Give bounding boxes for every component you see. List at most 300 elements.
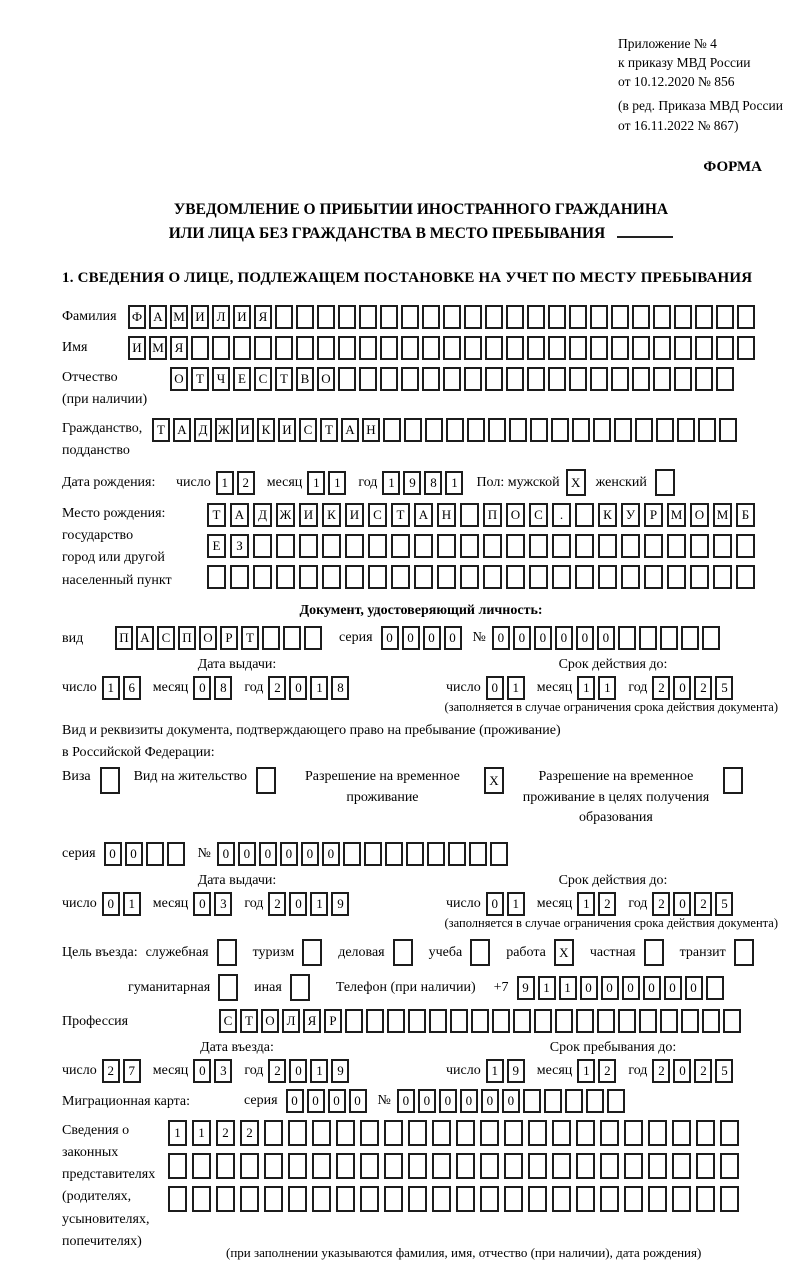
char-cell[interactable]: 0 <box>622 976 640 1000</box>
char-cell[interactable] <box>702 1009 720 1033</box>
char-cell[interactable]: 2 <box>240 1120 259 1146</box>
char-cell[interactable]: 1 <box>598 676 616 700</box>
char-cell[interactable] <box>639 626 657 650</box>
char-cell[interactable] <box>404 418 422 442</box>
char-cell[interactable] <box>737 305 755 329</box>
purpose-study-checkbox[interactable] <box>470 939 490 966</box>
char-cell[interactable]: 0 <box>280 842 298 866</box>
char-cell[interactable]: С <box>299 418 317 442</box>
char-cell[interactable] <box>552 1120 571 1146</box>
char-cell[interactable]: 1 <box>307 471 325 495</box>
char-cell[interactable] <box>653 367 671 391</box>
char-cell[interactable] <box>575 503 594 527</box>
char-cell[interactable] <box>528 1153 547 1179</box>
char-cell[interactable] <box>167 842 185 866</box>
char-cell[interactable]: 0 <box>259 842 277 866</box>
char-cell[interactable]: 0 <box>289 892 307 916</box>
char-cell[interactable]: 8 <box>331 676 349 700</box>
char-cell[interactable] <box>600 1186 619 1212</box>
char-cell[interactable] <box>656 418 674 442</box>
char-cell[interactable] <box>600 1153 619 1179</box>
char-cell[interactable]: 0 <box>576 626 594 650</box>
char-cell[interactable] <box>464 336 482 360</box>
char-cell[interactable]: 9 <box>403 471 421 495</box>
char-cell[interactable] <box>653 305 671 329</box>
char-cell[interactable]: 0 <box>125 842 143 866</box>
char-cell[interactable] <box>401 336 419 360</box>
char-cell[interactable] <box>240 1186 259 1212</box>
char-cell[interactable] <box>483 565 502 589</box>
char-cell[interactable] <box>233 336 251 360</box>
char-cell[interactable]: О <box>690 503 709 527</box>
char-cell[interactable] <box>569 367 587 391</box>
char-cell[interactable] <box>317 336 335 360</box>
char-cell[interactable] <box>648 1186 667 1212</box>
char-cell[interactable] <box>230 565 249 589</box>
char-cell[interactable]: 1 <box>486 1059 504 1083</box>
char-cell[interactable]: В <box>296 367 314 391</box>
purpose-tourism-checkbox[interactable] <box>302 939 322 966</box>
char-cell[interactable]: 0 <box>486 892 504 916</box>
char-cell[interactable] <box>464 305 482 329</box>
char-cell[interactable] <box>368 565 387 589</box>
char-cell[interactable] <box>443 336 461 360</box>
char-cell[interactable] <box>618 626 636 650</box>
char-cell[interactable]: 1 <box>538 976 556 1000</box>
char-cell[interactable]: О <box>261 1009 279 1033</box>
char-cell[interactable] <box>569 305 587 329</box>
char-cell[interactable]: 0 <box>492 626 510 650</box>
char-cell[interactable]: М <box>170 305 188 329</box>
char-cell[interactable] <box>312 1186 331 1212</box>
char-cell[interactable] <box>706 976 724 1000</box>
char-cell[interactable]: И <box>233 305 251 329</box>
char-cell[interactable] <box>288 1120 307 1146</box>
char-cell[interactable] <box>338 305 356 329</box>
char-cell[interactable]: 0 <box>322 842 340 866</box>
char-cell[interactable] <box>276 565 295 589</box>
char-cell[interactable] <box>621 565 640 589</box>
char-cell[interactable]: 3 <box>214 1059 232 1083</box>
char-cell[interactable] <box>360 1153 379 1179</box>
char-cell[interactable] <box>299 534 318 558</box>
char-cell[interactable]: И <box>191 305 209 329</box>
char-cell[interactable]: 2 <box>598 1059 616 1083</box>
char-cell[interactable] <box>639 1009 657 1033</box>
char-cell[interactable]: Ф <box>128 305 146 329</box>
char-cell[interactable] <box>480 1120 499 1146</box>
char-cell[interactable] <box>695 305 713 329</box>
char-cell[interactable] <box>456 1186 475 1212</box>
char-cell[interactable]: 0 <box>193 676 211 700</box>
char-cell[interactable]: 1 <box>310 892 328 916</box>
char-cell[interactable] <box>427 842 445 866</box>
char-cell[interactable] <box>240 1153 259 1179</box>
char-cell[interactable] <box>702 626 720 650</box>
char-cell[interactable]: 1 <box>577 1059 595 1083</box>
char-cell[interactable]: 1 <box>216 471 234 495</box>
char-cell[interactable]: Р <box>324 1009 342 1033</box>
char-cell[interactable]: Я <box>303 1009 321 1033</box>
char-cell[interactable]: С <box>157 626 175 650</box>
char-cell[interactable] <box>506 534 525 558</box>
char-cell[interactable] <box>713 534 732 558</box>
char-cell[interactable] <box>304 626 322 650</box>
char-cell[interactable] <box>359 336 377 360</box>
char-cell[interactable] <box>667 534 686 558</box>
char-cell[interactable] <box>288 1186 307 1212</box>
char-cell[interactable] <box>548 336 566 360</box>
char-cell[interactable] <box>345 534 364 558</box>
char-cell[interactable]: 0 <box>193 892 211 916</box>
char-cell[interactable] <box>391 565 410 589</box>
char-cell[interactable]: 0 <box>601 976 619 1000</box>
char-cell[interactable] <box>192 1153 211 1179</box>
char-cell[interactable]: 0 <box>301 842 319 866</box>
char-cell[interactable] <box>632 367 650 391</box>
char-cell[interactable]: 1 <box>507 676 525 700</box>
char-cell[interactable] <box>667 565 686 589</box>
char-cell[interactable] <box>299 565 318 589</box>
residence-permit-checkbox[interactable] <box>256 767 276 794</box>
char-cell[interactable] <box>529 534 548 558</box>
char-cell[interactable] <box>312 1120 331 1146</box>
char-cell[interactable]: П <box>115 626 133 650</box>
char-cell[interactable]: 0 <box>643 976 661 1000</box>
char-cell[interactable]: А <box>149 305 167 329</box>
char-cell[interactable] <box>467 418 485 442</box>
char-cell[interactable]: 0 <box>502 1089 520 1113</box>
char-cell[interactable] <box>552 1153 571 1179</box>
char-cell[interactable]: О <box>506 503 525 527</box>
char-cell[interactable]: 6 <box>123 676 141 700</box>
char-cell[interactable]: 0 <box>673 676 691 700</box>
char-cell[interactable]: С <box>368 503 387 527</box>
char-cell[interactable] <box>192 1186 211 1212</box>
temp-residence-education-checkbox[interactable] <box>723 767 743 794</box>
char-cell[interactable]: С <box>219 1009 237 1033</box>
char-cell[interactable]: П <box>483 503 502 527</box>
char-cell[interactable]: 0 <box>460 1089 478 1113</box>
char-cell[interactable]: Р <box>644 503 663 527</box>
char-cell[interactable] <box>275 336 293 360</box>
char-cell[interactable]: Т <box>191 367 209 391</box>
char-cell[interactable] <box>720 1153 739 1179</box>
char-cell[interactable] <box>716 336 734 360</box>
char-cell[interactable]: 1 <box>577 676 595 700</box>
char-cell[interactable]: 0 <box>673 892 691 916</box>
char-cell[interactable] <box>635 418 653 442</box>
purpose-humanitarian-checkbox[interactable] <box>218 974 238 1001</box>
char-cell[interactable] <box>384 1153 403 1179</box>
char-cell[interactable] <box>736 565 755 589</box>
char-cell[interactable]: 0 <box>580 976 598 1000</box>
char-cell[interactable] <box>275 305 293 329</box>
purpose-private-checkbox[interactable] <box>644 939 664 966</box>
char-cell[interactable] <box>534 1009 552 1033</box>
char-cell[interactable] <box>469 842 487 866</box>
purpose-business-checkbox[interactable] <box>393 939 413 966</box>
char-cell[interactable] <box>672 1120 691 1146</box>
char-cell[interactable] <box>530 418 548 442</box>
char-cell[interactable]: 2 <box>652 892 670 916</box>
char-cell[interactable]: Я <box>254 305 272 329</box>
char-cell[interactable] <box>360 1186 379 1212</box>
char-cell[interactable] <box>460 565 479 589</box>
char-cell[interactable] <box>288 1153 307 1179</box>
char-cell[interactable] <box>572 418 590 442</box>
char-cell[interactable]: 9 <box>331 1059 349 1083</box>
char-cell[interactable]: 5 <box>715 676 733 700</box>
char-cell[interactable] <box>723 1009 741 1033</box>
char-cell[interactable] <box>695 336 713 360</box>
char-cell[interactable] <box>471 1009 489 1033</box>
char-cell[interactable] <box>716 367 734 391</box>
char-cell[interactable] <box>696 1120 715 1146</box>
char-cell[interactable]: 9 <box>517 976 535 1000</box>
char-cell[interactable]: 5 <box>715 1059 733 1083</box>
char-cell[interactable]: И <box>299 503 318 527</box>
char-cell[interactable] <box>422 336 440 360</box>
char-cell[interactable] <box>384 1186 403 1212</box>
char-cell[interactable] <box>456 1153 475 1179</box>
char-cell[interactable] <box>383 418 401 442</box>
char-cell[interactable]: 0 <box>439 1089 457 1113</box>
char-cell[interactable] <box>506 565 525 589</box>
char-cell[interactable] <box>552 1186 571 1212</box>
char-cell[interactable]: Ч <box>212 367 230 391</box>
char-cell[interactable]: 2 <box>598 892 616 916</box>
char-cell[interactable] <box>648 1153 667 1179</box>
char-cell[interactable]: 2 <box>694 676 712 700</box>
char-cell[interactable]: С <box>529 503 548 527</box>
char-cell[interactable] <box>528 1120 547 1146</box>
char-cell[interactable]: 1 <box>577 892 595 916</box>
char-cell[interactable]: Б <box>736 503 755 527</box>
char-cell[interactable] <box>506 336 524 360</box>
char-cell[interactable] <box>690 565 709 589</box>
char-cell[interactable] <box>408 1120 427 1146</box>
char-cell[interactable]: 0 <box>534 626 552 650</box>
char-cell[interactable] <box>552 534 571 558</box>
char-cell[interactable] <box>336 1120 355 1146</box>
char-cell[interactable] <box>674 336 692 360</box>
char-cell[interactable]: И <box>128 336 146 360</box>
char-cell[interactable]: 0 <box>286 1089 304 1113</box>
char-cell[interactable] <box>593 418 611 442</box>
char-cell[interactable] <box>698 418 716 442</box>
char-cell[interactable]: 8 <box>424 471 442 495</box>
char-cell[interactable] <box>576 1153 595 1179</box>
char-cell[interactable]: 0 <box>238 842 256 866</box>
char-cell[interactable]: О <box>199 626 217 650</box>
char-cell[interactable] <box>460 503 479 527</box>
visa-checkbox[interactable] <box>100 767 120 794</box>
char-cell[interactable] <box>575 534 594 558</box>
char-cell[interactable] <box>422 305 440 329</box>
char-cell[interactable] <box>408 1153 427 1179</box>
char-cell[interactable]: К <box>322 503 341 527</box>
char-cell[interactable] <box>443 305 461 329</box>
char-cell[interactable]: 3 <box>214 892 232 916</box>
char-cell[interactable] <box>432 1186 451 1212</box>
char-cell[interactable]: 2 <box>652 676 670 700</box>
char-cell[interactable] <box>504 1153 523 1179</box>
temp-residence-checkbox[interactable]: X <box>484 767 504 794</box>
char-cell[interactable] <box>387 1009 405 1033</box>
char-cell[interactable] <box>464 367 482 391</box>
char-cell[interactable] <box>600 1120 619 1146</box>
char-cell[interactable] <box>283 626 301 650</box>
char-cell[interactable]: И <box>345 503 364 527</box>
char-cell[interactable] <box>720 1186 739 1212</box>
char-cell[interactable] <box>446 418 464 442</box>
char-cell[interactable] <box>611 367 629 391</box>
char-cell[interactable] <box>586 1089 604 1113</box>
char-cell[interactable]: Т <box>391 503 410 527</box>
char-cell[interactable] <box>624 1153 643 1179</box>
char-cell[interactable] <box>322 565 341 589</box>
char-cell[interactable] <box>690 534 709 558</box>
char-cell[interactable] <box>590 305 608 329</box>
char-cell[interactable]: 9 <box>331 892 349 916</box>
char-cell[interactable]: С <box>254 367 272 391</box>
char-cell[interactable] <box>276 534 295 558</box>
char-cell[interactable]: Ж <box>215 418 233 442</box>
purpose-work-checkbox[interactable]: X <box>554 939 574 966</box>
char-cell[interactable]: 0 <box>673 1059 691 1083</box>
char-cell[interactable] <box>380 367 398 391</box>
char-cell[interactable]: Д <box>253 503 272 527</box>
char-cell[interactable] <box>296 336 314 360</box>
char-cell[interactable]: А <box>341 418 359 442</box>
char-cell[interactable]: 0 <box>685 976 703 1000</box>
char-cell[interactable] <box>368 534 387 558</box>
char-cell[interactable]: П <box>178 626 196 650</box>
char-cell[interactable] <box>264 1120 283 1146</box>
char-cell[interactable]: 2 <box>268 892 286 916</box>
char-cell[interactable] <box>384 1120 403 1146</box>
char-cell[interactable] <box>590 367 608 391</box>
char-cell[interactable] <box>437 565 456 589</box>
char-cell[interactable] <box>614 418 632 442</box>
char-cell[interactable] <box>422 367 440 391</box>
char-cell[interactable] <box>548 367 566 391</box>
char-cell[interactable] <box>456 1120 475 1146</box>
char-cell[interactable]: 1 <box>507 892 525 916</box>
char-cell[interactable]: 2 <box>652 1059 670 1083</box>
char-cell[interactable]: 0 <box>486 676 504 700</box>
char-cell[interactable]: 8 <box>214 676 232 700</box>
char-cell[interactable] <box>345 1009 363 1033</box>
char-cell[interactable]: А <box>173 418 191 442</box>
char-cell[interactable] <box>380 305 398 329</box>
char-cell[interactable]: К <box>257 418 275 442</box>
char-cell[interactable]: Е <box>233 367 251 391</box>
char-cell[interactable] <box>207 565 226 589</box>
char-cell[interactable] <box>338 336 356 360</box>
char-cell[interactable]: 2 <box>694 1059 712 1083</box>
char-cell[interactable]: 2 <box>237 471 255 495</box>
char-cell[interactable]: 1 <box>310 1059 328 1083</box>
char-cell[interactable] <box>408 1186 427 1212</box>
char-cell[interactable]: 0 <box>555 626 573 650</box>
char-cell[interactable] <box>366 1009 384 1033</box>
char-cell[interactable]: 0 <box>664 976 682 1000</box>
char-cell[interactable] <box>485 336 503 360</box>
char-cell[interactable] <box>336 1186 355 1212</box>
char-cell[interactable] <box>529 565 548 589</box>
female-checkbox[interactable] <box>655 469 675 496</box>
char-cell[interactable]: 0 <box>349 1089 367 1113</box>
char-cell[interactable]: 1 <box>328 471 346 495</box>
char-cell[interactable]: 0 <box>289 676 307 700</box>
char-cell[interactable] <box>432 1153 451 1179</box>
char-cell[interactable] <box>624 1120 643 1146</box>
char-cell[interactable] <box>716 305 734 329</box>
char-cell[interactable]: 0 <box>328 1089 346 1113</box>
char-cell[interactable] <box>414 534 433 558</box>
char-cell[interactable] <box>632 305 650 329</box>
char-cell[interactable] <box>672 1186 691 1212</box>
char-cell[interactable] <box>480 1186 499 1212</box>
char-cell[interactable]: Т <box>320 418 338 442</box>
char-cell[interactable] <box>360 1120 379 1146</box>
char-cell[interactable] <box>611 305 629 329</box>
char-cell[interactable]: 0 <box>381 626 399 650</box>
char-cell[interactable] <box>569 336 587 360</box>
char-cell[interactable] <box>598 565 617 589</box>
purpose-other-checkbox[interactable] <box>290 974 310 1001</box>
purpose-transit-checkbox[interactable] <box>734 939 754 966</box>
char-cell[interactable] <box>527 305 545 329</box>
char-cell[interactable] <box>720 1120 739 1146</box>
char-cell[interactable] <box>672 1153 691 1179</box>
char-cell[interactable] <box>492 1009 510 1033</box>
char-cell[interactable] <box>597 1009 615 1033</box>
char-cell[interactable] <box>504 1120 523 1146</box>
char-cell[interactable] <box>713 565 732 589</box>
char-cell[interactable] <box>253 565 272 589</box>
char-cell[interactable] <box>607 1089 625 1113</box>
char-cell[interactable] <box>513 1009 531 1033</box>
char-cell[interactable]: М <box>149 336 167 360</box>
char-cell[interactable]: А <box>136 626 154 650</box>
char-cell[interactable]: 1 <box>123 892 141 916</box>
char-cell[interactable] <box>380 336 398 360</box>
char-cell[interactable]: З <box>230 534 249 558</box>
char-cell[interactable] <box>212 336 230 360</box>
char-cell[interactable] <box>528 1186 547 1212</box>
char-cell[interactable] <box>576 1009 594 1033</box>
char-cell[interactable] <box>168 1153 187 1179</box>
char-cell[interactable] <box>611 336 629 360</box>
char-cell[interactable]: О <box>317 367 335 391</box>
char-cell[interactable] <box>336 1153 355 1179</box>
char-cell[interactable] <box>576 1120 595 1146</box>
char-cell[interactable] <box>618 1009 636 1033</box>
char-cell[interactable]: И <box>278 418 296 442</box>
char-cell[interactable]: 0 <box>289 1059 307 1083</box>
char-cell[interactable] <box>483 534 502 558</box>
char-cell[interactable] <box>544 1089 562 1113</box>
char-cell[interactable]: 0 <box>193 1059 211 1083</box>
char-cell[interactable] <box>450 1009 468 1033</box>
char-cell[interactable] <box>719 418 737 442</box>
char-cell[interactable]: 2 <box>268 676 286 700</box>
char-cell[interactable] <box>437 534 456 558</box>
char-cell[interactable] <box>681 1009 699 1033</box>
